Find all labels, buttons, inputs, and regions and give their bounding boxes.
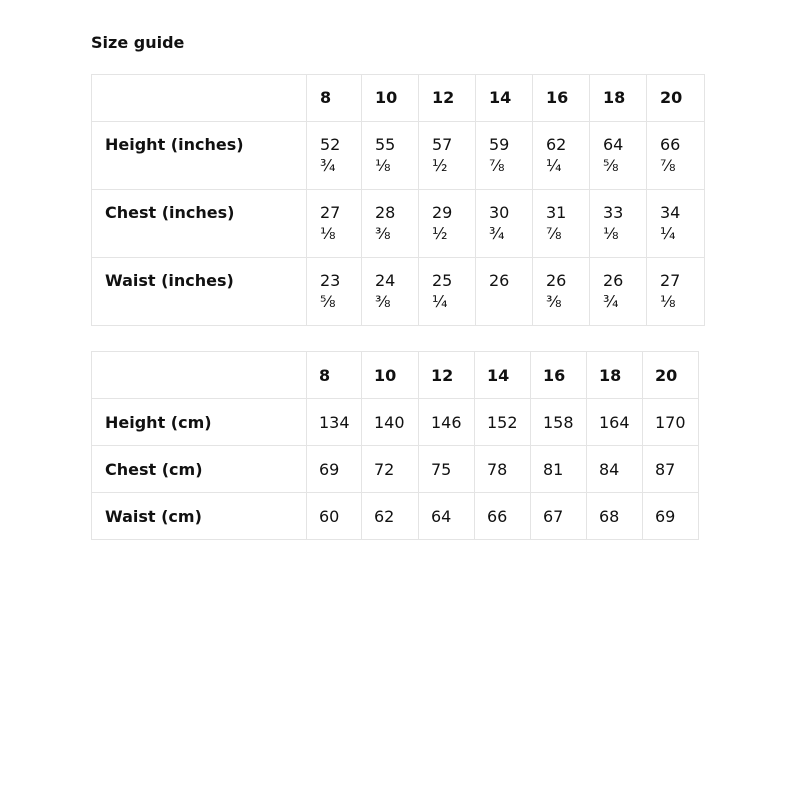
measurement-cell: 30 ¾	[476, 190, 533, 258]
size-header-cell: 8	[307, 75, 362, 122]
size-header-cell: 18	[590, 75, 647, 122]
measurement-cell: 27 ⅛	[647, 258, 705, 326]
row-label: Height (inches)	[92, 122, 307, 190]
size-table-cm	[91, 351, 699, 540]
table-row	[92, 493, 699, 540]
measurement-cell: 60	[307, 493, 362, 540]
measurement-cell: 26 ¾	[590, 258, 647, 326]
measurement-cell: 170	[643, 399, 699, 446]
measurement-cell: 27 ⅛	[307, 190, 362, 258]
page-title: Size guide	[91, 33, 185, 52]
measurement-cell: 158	[531, 399, 587, 446]
size-header-cell: 14	[475, 352, 531, 399]
measurement-cell: 31 ⅞	[533, 190, 590, 258]
size-header-cell: 12	[419, 352, 475, 399]
size-header-cell: 10	[362, 352, 419, 399]
measurement-cell: 134	[307, 399, 362, 446]
measurement-cell: 24 ⅜	[362, 258, 419, 326]
table-row	[92, 122, 705, 190]
size-table-inches	[91, 74, 705, 326]
measurement-cell: 57 ½	[419, 122, 476, 190]
table-row	[92, 399, 699, 446]
measurement-cell: 62 ¼	[533, 122, 590, 190]
measurement-cell: 140	[362, 399, 419, 446]
measurement-cell: 69	[643, 493, 699, 540]
measurement-cell: 29 ½	[419, 190, 476, 258]
measurement-cell: 81	[531, 446, 587, 493]
measurement-cell: 33 ⅛	[590, 190, 647, 258]
measurement-cell: 84	[587, 446, 643, 493]
size-header-cell: 14	[476, 75, 533, 122]
measurement-cell: 66	[475, 493, 531, 540]
measurement-cell: 146	[419, 399, 475, 446]
size-header-cell: 8	[307, 352, 362, 399]
size-header-cell: 20	[643, 352, 699, 399]
measurement-cell: 23 ⅝	[307, 258, 362, 326]
measurement-cell: 25 ¼	[419, 258, 476, 326]
row-label: Waist (inches)	[92, 258, 307, 326]
measurement-cell: 68	[587, 493, 643, 540]
measurement-cell: 55 ⅛	[362, 122, 419, 190]
measurement-cell: 52 ¾	[307, 122, 362, 190]
header-corner-cell	[92, 75, 307, 122]
measurement-cell: 164	[587, 399, 643, 446]
size-header-cell: 10	[362, 75, 419, 122]
measurement-cell: 152	[475, 399, 531, 446]
row-label: Height (cm)	[92, 399, 307, 446]
measurement-cell: 62	[362, 493, 419, 540]
table-row	[92, 190, 705, 258]
measurement-cell: 64	[419, 493, 475, 540]
measurement-cell: 64 ⅝	[590, 122, 647, 190]
measurement-cell: 59 ⅞	[476, 122, 533, 190]
measurement-cell: 75	[419, 446, 475, 493]
table-header-row	[92, 75, 705, 122]
size-header-cell: 16	[533, 75, 590, 122]
measurement-cell: 34 ¼	[647, 190, 705, 258]
row-label: Waist (cm)	[92, 493, 307, 540]
header-corner-cell	[92, 352, 307, 399]
measurement-cell: 66 ⅞	[647, 122, 705, 190]
size-header-cell: 18	[587, 352, 643, 399]
size-header-cell: 20	[647, 75, 705, 122]
table-row	[92, 258, 705, 326]
size-header-cell: 12	[419, 75, 476, 122]
measurement-cell: 28 ⅜	[362, 190, 419, 258]
measurement-cell: 67	[531, 493, 587, 540]
table-row	[92, 446, 699, 493]
measurement-cell: 69	[307, 446, 362, 493]
table-header-row	[92, 352, 699, 399]
measurement-cell: 78	[475, 446, 531, 493]
measurement-cell: 72	[362, 446, 419, 493]
size-header-cell: 16	[531, 352, 587, 399]
measurement-cell: 26 ⅜	[533, 258, 590, 326]
row-label: Chest (inches)	[92, 190, 307, 258]
measurement-cell: 26	[476, 258, 533, 326]
measurement-cell: 87	[643, 446, 699, 493]
row-label: Chest (cm)	[92, 446, 307, 493]
